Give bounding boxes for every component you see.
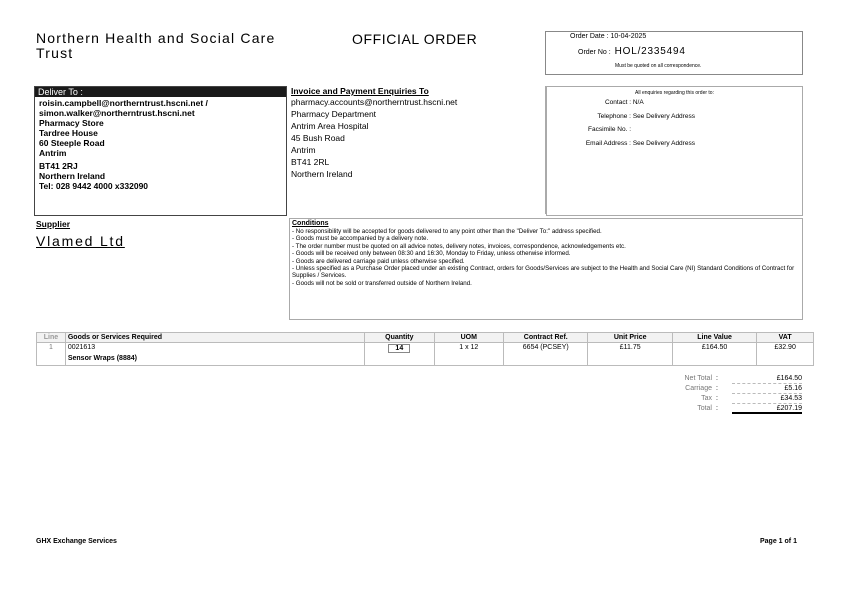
deliver-country: Northern Ireland xyxy=(39,171,106,181)
invoice-heading: Invoice and Payment Enquiries To xyxy=(291,86,429,96)
tax-label: Tax xyxy=(701,395,712,402)
condition-item: - Goods will be received only between 08:30 and 16:30, Monday to Friday, unless otherwise informed. xyxy=(292,250,571,258)
condition-item: - Goods must be accompanied by a delivery note. xyxy=(292,235,429,243)
enquiry-value: See Delivery Address xyxy=(632,112,695,120)
cell-empty xyxy=(757,354,814,366)
totals-block xyxy=(660,374,802,414)
deliver-telephone: Tel: 028 9442 4000 x332090 xyxy=(39,181,149,191)
order-number-note: Must be quoted on all correspondence. xyxy=(615,63,702,69)
cell-empty xyxy=(504,354,588,366)
quantity-value: 14 xyxy=(388,344,410,353)
enquiry-telephone-row xyxy=(547,110,802,124)
net-total-label: Net Total xyxy=(684,375,712,382)
col-line-value: Line Value xyxy=(672,333,756,343)
invoice-address-line: 45 Bush Road xyxy=(291,133,345,143)
cell-quantity xyxy=(365,343,434,355)
cell-unit-price: £11.75 xyxy=(588,343,672,355)
col-contract-ref: Contract Ref. xyxy=(504,333,588,343)
cell-empty xyxy=(434,354,503,366)
cell-empty xyxy=(672,354,756,366)
enquiry-contact-row xyxy=(547,96,802,110)
table-row-description xyxy=(37,354,814,366)
cell-goods-code: 0021613 xyxy=(65,343,364,355)
supplier-label: Supplier xyxy=(36,219,71,229)
invoice-country: Northern Ireland xyxy=(291,169,353,179)
invoice-address xyxy=(289,96,545,180)
condition-item: - No responsibility will be accepted for goods delivered to any point other than the "Deliver To:" address specified. xyxy=(292,228,602,235)
order-date-value: 10-04-2025 xyxy=(610,33,647,40)
col-uom: UOM xyxy=(434,333,503,343)
invoice-address-line: Pharmacy Department xyxy=(291,109,377,119)
carriage-value: £5.16 xyxy=(732,384,802,394)
tax-value: £34.53 xyxy=(732,394,802,404)
invoice-postcode: BT41 2RL xyxy=(291,157,330,167)
cell-empty xyxy=(37,354,66,366)
deliver-postcode: BT41 2RJ xyxy=(39,161,78,171)
deliver-address-line: 60 Steeple Road xyxy=(39,138,105,148)
enquiry-email-row xyxy=(547,137,802,151)
col-goods: Goods or Services Required xyxy=(65,333,364,343)
cell-contract-ref: 6654 (PCSEY) xyxy=(504,343,588,355)
carriage-row: Carriage : £5.16 xyxy=(660,384,802,394)
invoice-address-line: Antrim xyxy=(291,145,316,155)
organisation-name: Northern Health and Social Care Trust xyxy=(36,30,276,61)
table-row xyxy=(37,343,814,355)
cell-vat: £32.90 xyxy=(757,343,814,355)
conditions-list xyxy=(290,228,802,287)
grand-total-label: Total xyxy=(697,405,712,412)
document-title: OFFICIAL ORDER xyxy=(352,31,478,47)
cell-uom: 1 x 12 xyxy=(434,343,503,355)
net-total-row: Net Total : £164.50 xyxy=(660,374,802,384)
supplier-name: Vlamed Ltd xyxy=(36,233,125,249)
enquiry-value: N/A xyxy=(632,99,644,106)
cell-goods-description: Sensor Wraps (8884) xyxy=(65,354,364,366)
footer-provider: GHX Exchange Services xyxy=(36,538,117,545)
condition-item: - Goods are delivered carriage paid unless otherwise specified. xyxy=(292,257,465,265)
col-vat: VAT xyxy=(757,333,814,343)
enquiry-value: See Delivery Address xyxy=(632,139,695,147)
deliver-address-line: Pharmacy Store xyxy=(39,118,104,128)
order-lines-table xyxy=(36,332,814,366)
deliver-email-line: simon.walker@northerntrust.hscni.net xyxy=(39,108,195,118)
condition-item: - Goods will not be sold or transferred outside of Northern Ireland. xyxy=(292,279,472,287)
conditions-heading: Conditions xyxy=(292,220,329,227)
deliver-address-line: Antrim xyxy=(39,148,67,158)
cell-line: 1 xyxy=(37,343,66,355)
enquiry-label: Contact : xyxy=(604,99,631,106)
order-number-value: HOL/2335494 xyxy=(614,46,686,57)
col-quantity: Quantity xyxy=(365,333,434,343)
invoice-address-line: Antrim Area Hospital xyxy=(291,121,369,131)
condition-item: - Unless specified as a Purchase Order placed under an existing Contract, orders for Goods/Services are subject to the Health and Social Care (NI) Standard Conditions of Contract for Supplies / Services. xyxy=(292,265,795,280)
invoice-email: pharmacy.accounts@northerntrust.hscni.net xyxy=(291,97,458,107)
tax-row: Tax : £34.53 xyxy=(660,394,802,404)
carriage-label: Carriage xyxy=(685,385,712,392)
deliver-to-address xyxy=(35,97,286,192)
cell-empty xyxy=(365,354,434,366)
deliver-to-heading: Deliver To : xyxy=(35,87,286,97)
enquiry-label: Telephone : xyxy=(597,112,631,120)
enquiry-facsimile-row xyxy=(547,123,802,137)
grand-total-row: Total : £207.19 xyxy=(660,404,802,414)
condition-item: - The order number must be quoted on all advice notes, delivery notes, invoices, correspondence, acknowledgements etc. xyxy=(292,242,626,250)
col-line: Line xyxy=(37,333,66,343)
deliver-address-line: Tardree House xyxy=(39,128,98,138)
order-number-label: Order No : xyxy=(578,49,611,56)
grand-total-value: £207.19 xyxy=(732,404,802,414)
net-total-value: £164.50 xyxy=(732,374,802,384)
cell-line-value: £164.50 xyxy=(672,343,756,355)
enquiry-label: Facsimile No. : xyxy=(588,126,631,133)
order-number-row xyxy=(578,46,686,57)
order-date-label: Order Date : xyxy=(570,33,609,40)
cell-empty xyxy=(588,354,672,366)
order-date-row xyxy=(570,33,646,40)
page-number: Page 1 of 1 xyxy=(760,538,797,545)
invoice-enquiries-box xyxy=(289,86,546,214)
conditions-box xyxy=(289,218,803,320)
enquiry-label: Email Address : xyxy=(585,139,631,147)
order-enquiries-box xyxy=(546,86,803,216)
enquiries-title: All enquiries regarding this order to: xyxy=(635,90,714,96)
table-header-row xyxy=(37,333,814,343)
deliver-email-line: roisin.campbell@northerntrust.hscni.net / xyxy=(39,98,208,108)
deliver-to-box xyxy=(34,86,287,216)
col-unit-price: Unit Price xyxy=(588,333,672,343)
